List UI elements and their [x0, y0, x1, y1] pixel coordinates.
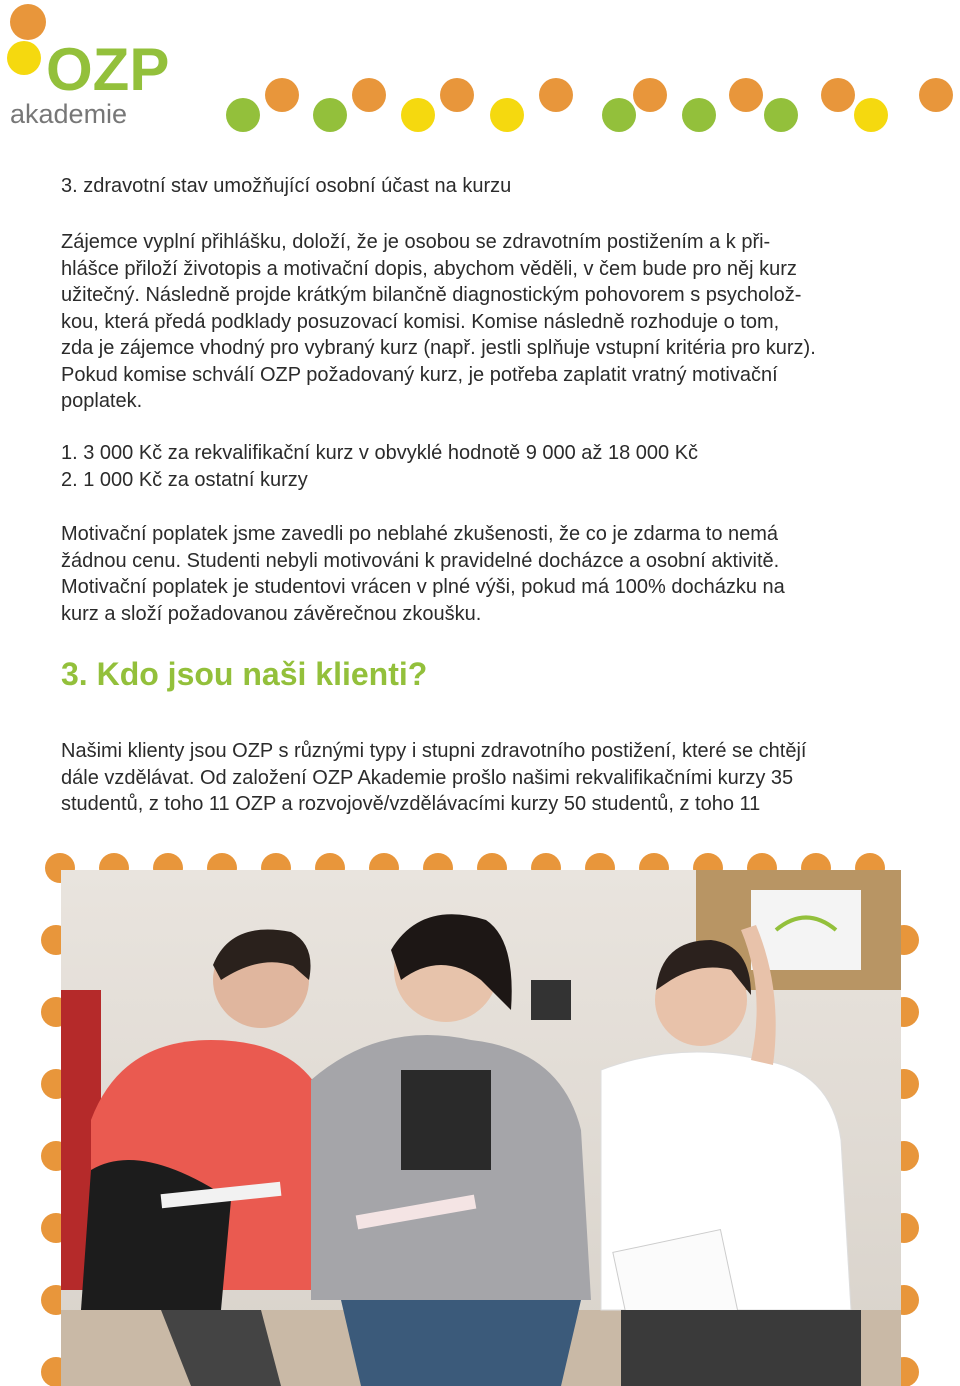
decorative-dots [0, 0, 960, 140]
students-photo [61, 870, 901, 1386]
criteria-item-3 [61, 173, 901, 200]
application-paragraph [61, 229, 901, 415]
text-line: studentů, z toho 11 OZP a rozvojově/vzdělávacími kurzy 50 studentů, z toho 11 [61, 793, 761, 815]
text-line: zda je zájemce vhodný pro vybraný kurz (např. jestli splňuje vstupní kritéria pro kurz). [61, 337, 816, 359]
section-heading: 3. Kdo jsou naši klienti? [61, 656, 428, 692]
motivation-fee-paragraph [61, 521, 901, 627]
text-line: Zájemce vyplní přihlášku, doloží, že je osobou se zdravotním postižením a k při- [61, 231, 771, 253]
text-line: dále vzdělávat. Od založení OZP Akademie prošlo našimi rekvalifikačními kurzy 35 [61, 766, 794, 789]
logo-brand: OZP [46, 36, 170, 103]
text-line: kou, která předá podklady posuzovací komisi. Komise následně rozhoduje o tom, [61, 310, 780, 333]
clients-paragraph [61, 738, 901, 818]
text-line: Motivační poplatek jsme zavedli po neblahé zkušenosti, že co je zdarma to nemá [61, 523, 779, 545]
fee-list [61, 440, 901, 493]
text-line: žádnou cenu. Studenti nebyli motivováni k pravidelné docházce a osobní aktivitě. [61, 549, 780, 572]
text-line: užitečný. Následně projde krátkým bilančně diagnostickým pohovorem s psycholož- [61, 284, 802, 306]
logo-subtitle: akademie [10, 99, 128, 129]
fee-item: 1. 3 000 Kč za rekvalifikační kurz v obvyklé hodnotě 9 000 až 18 000 Kč [61, 442, 699, 464]
text-line: Pokud komise schválí OZP požadovaný kurz, je potřeba zaplatit vratný motivační [61, 363, 778, 386]
text-line: Motivační poplatek je studentovi vrácen v plné výši, pokud má 100% docházku na [61, 576, 785, 598]
fee-item: 2. 1 000 Kč za ostatní kurzy [61, 468, 308, 491]
text-line: Našimi klienty jsou OZP s různými typy i stupni zdravotního postižení, které se chtějí [61, 740, 807, 762]
criteria-item-3-text: 3. zdravotní stav umožňující osobní účast na kurzu [61, 175, 512, 197]
text-line: hlášce přiloží životopis a motivační dopis, abychom věděli, v čem bude pro něj kurz [61, 257, 797, 280]
text-line: poplatek. [61, 390, 143, 412]
text-line: kurz a složí požadovanou závěrečnou zkoušku. [61, 602, 482, 625]
